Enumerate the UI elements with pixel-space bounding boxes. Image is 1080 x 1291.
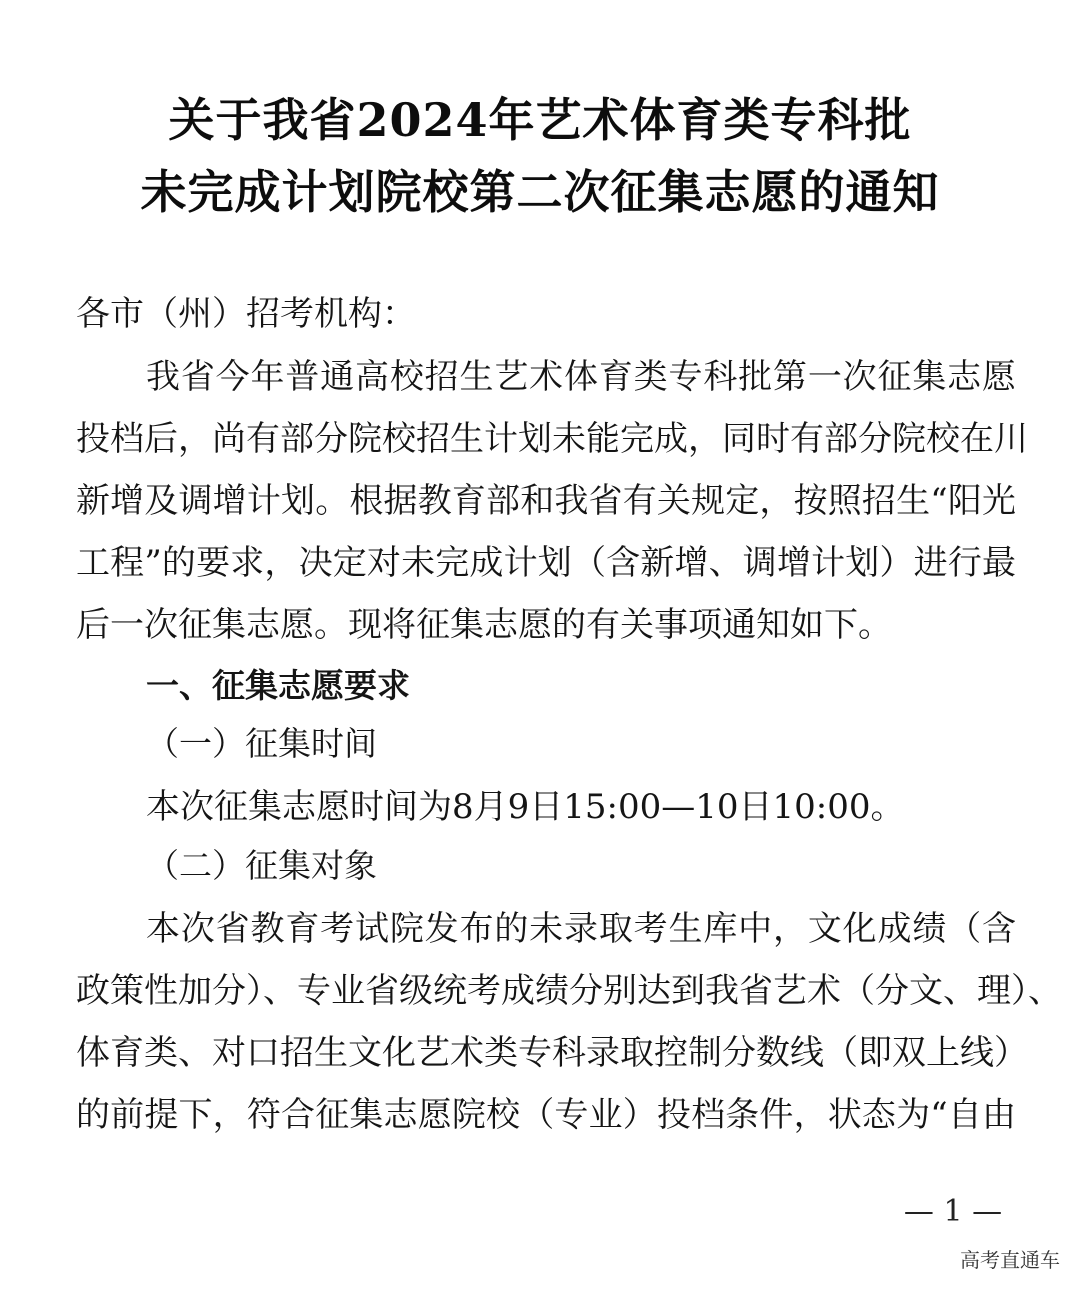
paragraph-2-line-1: 本次省教育考试院发布的未录取考生库中，文化成绩（含 xyxy=(146,909,1016,949)
paragraph-1-line-3: 新增及调增计划。根据教育部和我省有关规定，按照招生“阳光 xyxy=(76,481,1016,521)
paragraph-1-line-5: 后一次征集志愿。现将征集志愿的有关事项通知如下。 xyxy=(76,605,892,645)
paragraph-1-line-2: 投档后，尚有部分院校招生计划未能完成，同时有部分院校在川 xyxy=(76,419,1028,459)
subsection-1-text: 本次征集志愿时间为8月9日15:00—10日10:00。 xyxy=(146,787,905,827)
paragraph-2-line-3: 体育类、对口招生文化艺术类专科录取控制分数线（即双上线） xyxy=(76,1033,1028,1073)
document-title-line-1: 关于我省2024年艺术体育类专科批 xyxy=(168,93,912,147)
page-number: — 1 — xyxy=(903,1194,1003,1229)
watermark-label: 高考直通车 xyxy=(960,1248,1060,1272)
paragraph-2-line-2: 政策性加分）、专业省级统考成绩分别达到我省艺术（分文、理）、 xyxy=(76,971,1062,1011)
salutation: 各市（州）招考机构： xyxy=(76,294,416,334)
paragraph-1-line-4: 工程”的要求，决定对未完成计划（含新增、调增计划）进行最 xyxy=(76,543,1016,583)
paragraph-1-line-1: 我省今年普通高校招生艺术体育类专科批第一次征集志愿 xyxy=(146,357,1016,397)
subsection-1-heading: （一）征集时间 xyxy=(146,724,377,763)
paragraph-2-line-4: 的前提下，符合征集志愿院校（专业）投档条件，状态为“自由 xyxy=(76,1095,1016,1135)
section-1-heading: 一、征集志愿要求 xyxy=(146,666,410,705)
document-title-line-2: 未完成计划院校第二次征集志愿的通知 xyxy=(140,165,940,219)
subsection-2-heading: （二）征集对象 xyxy=(146,846,377,885)
